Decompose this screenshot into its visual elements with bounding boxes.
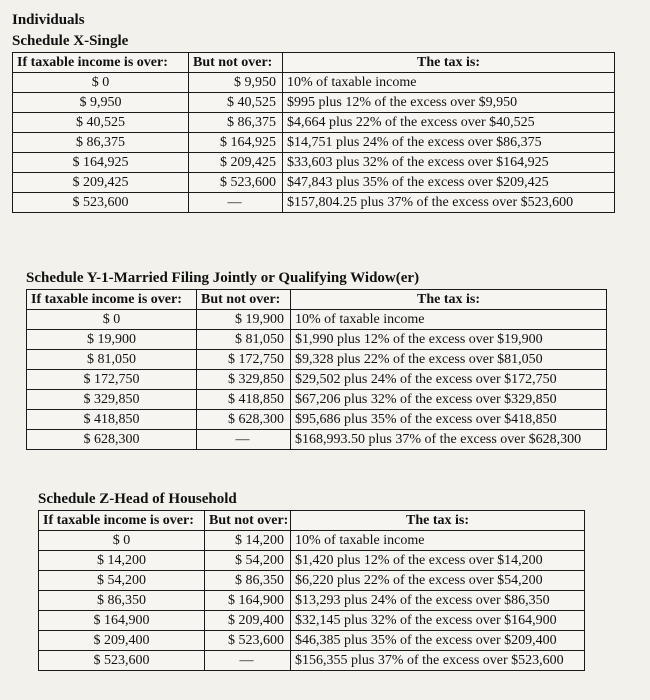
cell-not-over: — [189, 193, 283, 213]
cell-tax-is: $47,843 plus 35% of the excess over $209,425 [283, 173, 615, 193]
cell-tax-is: 10% of taxable income [283, 73, 615, 93]
cell-tax-is: $168,993.50 plus 37% of the excess over $628,300 [291, 430, 607, 450]
table-header-row [27, 290, 607, 310]
table-row [27, 370, 607, 390]
cell-over: $ 54,200 [39, 571, 205, 591]
cell-tax-is: $32,145 plus 32% of the excess over $164,900 [291, 611, 585, 631]
cell-not-over: — [205, 651, 291, 671]
cell-over: $ 164,925 [13, 153, 189, 173]
table-row [13, 193, 615, 213]
cell-tax-is: $33,603 plus 32% of the excess over $164,925 [283, 153, 615, 173]
cell-not-over: $ 81,050 [197, 330, 291, 350]
table-row [39, 591, 585, 611]
header-tax-is: The tax is: [291, 511, 585, 531]
cell-not-over: $ 523,600 [205, 631, 291, 651]
table-row [39, 611, 585, 631]
cell-not-over: $ 40,525 [189, 93, 283, 113]
table-header-row [39, 511, 585, 531]
schedule-y1-body [27, 310, 607, 450]
cell-tax-is: $157,804.25 plus 37% of the excess over $523,600 [283, 193, 615, 213]
cell-over: $ 164,900 [39, 611, 205, 631]
table-row [27, 390, 607, 410]
header-over: If taxable income is over: [13, 53, 189, 73]
table-row [39, 571, 585, 591]
table-row [39, 631, 585, 651]
cell-not-over: $ 14,200 [205, 531, 291, 551]
table-row [39, 651, 585, 671]
table-row [13, 93, 615, 113]
cell-over: $ 81,050 [27, 350, 197, 370]
schedule-x-title: Schedule X-Single [12, 33, 129, 49]
cell-over: $ 418,850 [27, 410, 197, 430]
cell-not-over: — [197, 430, 291, 450]
cell-tax-is: $156,355 plus 37% of the excess over $523,600 [291, 651, 585, 671]
cell-not-over: $ 329,850 [197, 370, 291, 390]
table-row [27, 330, 607, 350]
cell-over: $ 0 [27, 310, 197, 330]
cell-tax-is: $6,220 plus 22% of the excess over $54,200 [291, 571, 585, 591]
table-row [13, 173, 615, 193]
cell-over: $ 86,350 [39, 591, 205, 611]
schedule-x-body [13, 73, 615, 213]
cell-over: $ 523,600 [39, 651, 205, 671]
cell-over: $ 523,600 [13, 193, 189, 213]
table-row [27, 430, 607, 450]
table-row [13, 153, 615, 173]
cell-not-over: $ 628,300 [197, 410, 291, 430]
schedule-z-table [38, 510, 585, 671]
header-tax-is: The tax is: [291, 290, 607, 310]
cell-tax-is: $67,206 plus 32% of the excess over $329,850 [291, 390, 607, 410]
cell-over: $ 172,750 [27, 370, 197, 390]
cell-not-over: $ 172,750 [197, 350, 291, 370]
cell-tax-is: $46,385 plus 35% of the excess over $209,400 [291, 631, 585, 651]
cell-tax-is: 10% of taxable income [291, 531, 585, 551]
cell-over: $ 329,850 [27, 390, 197, 410]
schedule-z-title: Schedule Z-Head of Household [38, 491, 237, 507]
cell-tax-is: $1,990 plus 12% of the excess over $19,900 [291, 330, 607, 350]
header-not-over: But not over: [189, 53, 283, 73]
cell-not-over: $ 86,350 [205, 571, 291, 591]
cell-tax-is: $1,420 plus 12% of the excess over $14,200 [291, 551, 585, 571]
cell-not-over: $ 164,900 [205, 591, 291, 611]
table-row [27, 310, 607, 330]
cell-over: $ 86,375 [13, 133, 189, 153]
table-row [13, 73, 615, 93]
cell-not-over: $ 209,400 [205, 611, 291, 631]
cell-not-over: $ 418,850 [197, 390, 291, 410]
cell-over: $ 14,200 [39, 551, 205, 571]
cell-not-over: $ 209,425 [189, 153, 283, 173]
cell-not-over: $ 523,600 [189, 173, 283, 193]
cell-tax-is: $995 plus 12% of the excess over $9,950 [283, 93, 615, 113]
table-row [39, 551, 585, 571]
table-row [13, 113, 615, 133]
cell-tax-is: $13,293 plus 24% of the excess over $86,350 [291, 591, 585, 611]
cell-over: $ 0 [39, 531, 205, 551]
schedule-x-table [12, 52, 615, 213]
header-over: If taxable income is over: [27, 290, 197, 310]
cell-over: $ 0 [13, 73, 189, 93]
schedule-z-body [39, 531, 585, 671]
cell-over: $ 209,400 [39, 631, 205, 651]
cell-not-over: $ 54,200 [205, 551, 291, 571]
header-over: If taxable income is over: [39, 511, 205, 531]
cell-over: $ 628,300 [27, 430, 197, 450]
cell-over: $ 19,900 [27, 330, 197, 350]
page-title: Individuals [12, 12, 85, 28]
cell-tax-is: 10% of taxable income [291, 310, 607, 330]
cell-tax-is: $9,328 plus 22% of the excess over $81,050 [291, 350, 607, 370]
cell-tax-is: $95,686 plus 35% of the excess over $418,850 [291, 410, 607, 430]
cell-not-over: $ 86,375 [189, 113, 283, 133]
schedule-y1-table [26, 289, 607, 450]
cell-over: $ 40,525 [13, 113, 189, 133]
header-not-over: But not over: [197, 290, 291, 310]
cell-tax-is: $29,502 plus 24% of the excess over $172,750 [291, 370, 607, 390]
header-not-over: But not over: [205, 511, 291, 531]
cell-not-over: $ 164,925 [189, 133, 283, 153]
table-header-row [13, 53, 615, 73]
table-row [27, 350, 607, 370]
table-row [39, 531, 585, 551]
cell-not-over: $ 19,900 [197, 310, 291, 330]
table-row [13, 133, 615, 153]
cell-tax-is: $4,664 plus 22% of the excess over $40,525 [283, 113, 615, 133]
cell-not-over: $ 9,950 [189, 73, 283, 93]
table-row [27, 410, 607, 430]
cell-over: $ 209,425 [13, 173, 189, 193]
cell-tax-is: $14,751 plus 24% of the excess over $86,375 [283, 133, 615, 153]
header-tax-is: The tax is: [283, 53, 615, 73]
schedule-y1-title: Schedule Y-1-Married Filing Jointly or Qualifying Widow(er) [26, 270, 420, 286]
cell-over: $ 9,950 [13, 93, 189, 113]
